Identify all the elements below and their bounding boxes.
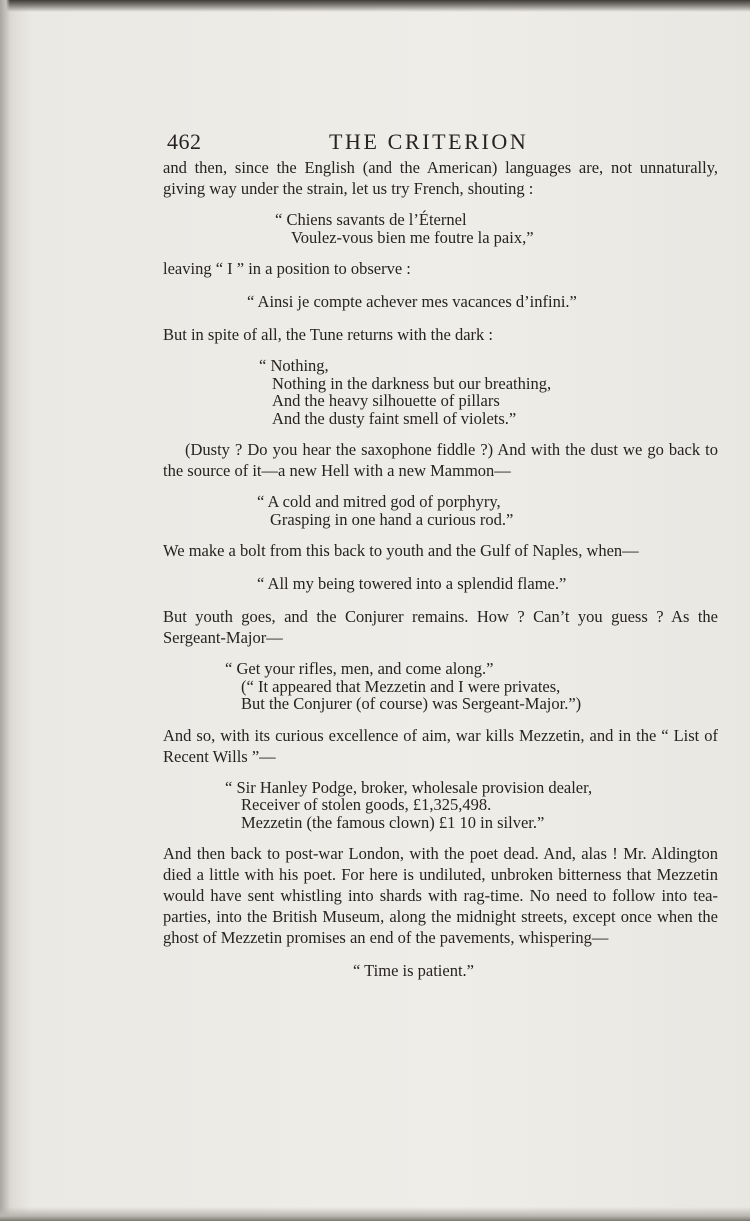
- page-left-edge: [0, 0, 10, 1221]
- quote-chiens-savants: [163, 211, 718, 246]
- quote-line: But the Conjurer (of course) was Sergeant-Major.”): [241, 694, 582, 713]
- quote-line: “ Ainsi je compte achever mes vacances d’infini.”: [247, 292, 577, 311]
- paragraph-french: and then, since the English (and the American) languages are, not unnaturally, giving way under the strain, let us try French, shouting :: [163, 158, 718, 198]
- paragraph-leaving: leaving “ I ” in a position to observe :: [163, 259, 411, 278]
- quote-line: “ Sir Hanley Podge, broker, wholesale provision dealer,: [225, 777, 593, 797]
- paragraph-gulf-of-naples: We make a bolt from this back to youth and the Gulf of Naples, when—: [163, 541, 639, 560]
- page-top-shadow: [0, 0, 750, 12]
- quote-splendid-flame: [163, 573, 718, 594]
- quote-line: Voulez-vous bien me foutre la paix,”: [291, 227, 534, 247]
- quote-line: Receiver of stolen goods, £1,325,498.: [241, 795, 492, 814]
- quote-line: Nothing in the darkness but our breathing,: [272, 373, 552, 393]
- quote-line: Grasping in one hand a curious rod.”: [270, 509, 514, 529]
- quote-line: “ Chiens savants de l’Éternel: [275, 210, 467, 229]
- quote-time-is-patient: [163, 960, 718, 981]
- quote-sir-hanley-podge: [163, 779, 718, 832]
- page-number: 462: [167, 129, 202, 154]
- quote-line: “ Nothing,: [259, 356, 329, 375]
- quote-line: “ Get your rifles, men, and come along.”: [225, 659, 494, 678]
- paragraph-dusty: (Dusty ? Do you hear the saxophone fiddle ?) And with the dust we go back to the source of it—a new Hell with a new Mammon—: [163, 440, 718, 480]
- quote-line: “ A cold and mitred god of porphyry,: [257, 492, 501, 511]
- quote-cold-mitred-god: [163, 493, 718, 528]
- quote-get-your-rifles: [163, 660, 718, 713]
- page-header: [167, 127, 717, 157]
- paragraph-youth-goes: But youth goes, and the Conjurer remains. How ? Can’t you guess ? As the Sergeant-Major—: [163, 607, 718, 647]
- quote-line: And the heavy silhouette of pillars: [272, 391, 500, 410]
- page-body: [163, 157, 718, 981]
- quote-line: And the dusty faint smell of violets.”: [272, 408, 517, 428]
- running-title: THE CRITERION: [329, 129, 529, 154]
- paragraph-war-kills: And so, with its curious excellence of aim, war kills Mezzetin, and in the “ List of Recent Wills ”—: [163, 725, 718, 766]
- quote-ainsi: [163, 291, 718, 312]
- paragraph-tune-returns: But in spite of all, the Tune returns with the dark :: [163, 325, 493, 344]
- page-bottom-edge: [0, 1207, 750, 1221]
- paragraph-post-war-london: And then back to post-war London, with the poet dead. And, alas ! Mr. Aldington died a little with his poet. For here is undiluted, unbroken bitterness that Mezzetin would have sent whistling into shards with rag-time. No need to follow into tea-parties, into the British Museum, along the midnight streets, except once when the ghost of Mezzetin promises an end of the pavements, whispering—: [163, 844, 718, 947]
- quote-line: Mezzetin (the famous clown) £1 10 in silver.”: [241, 812, 545, 832]
- quote-line: “ Time is patient.”: [353, 961, 474, 980]
- quote-line: “ All my being towered into a splendid flame.”: [257, 574, 567, 593]
- quote-nothing: [163, 357, 718, 427]
- quote-line: (“ It appeared that Mezzetin and I were privates,: [241, 676, 561, 696]
